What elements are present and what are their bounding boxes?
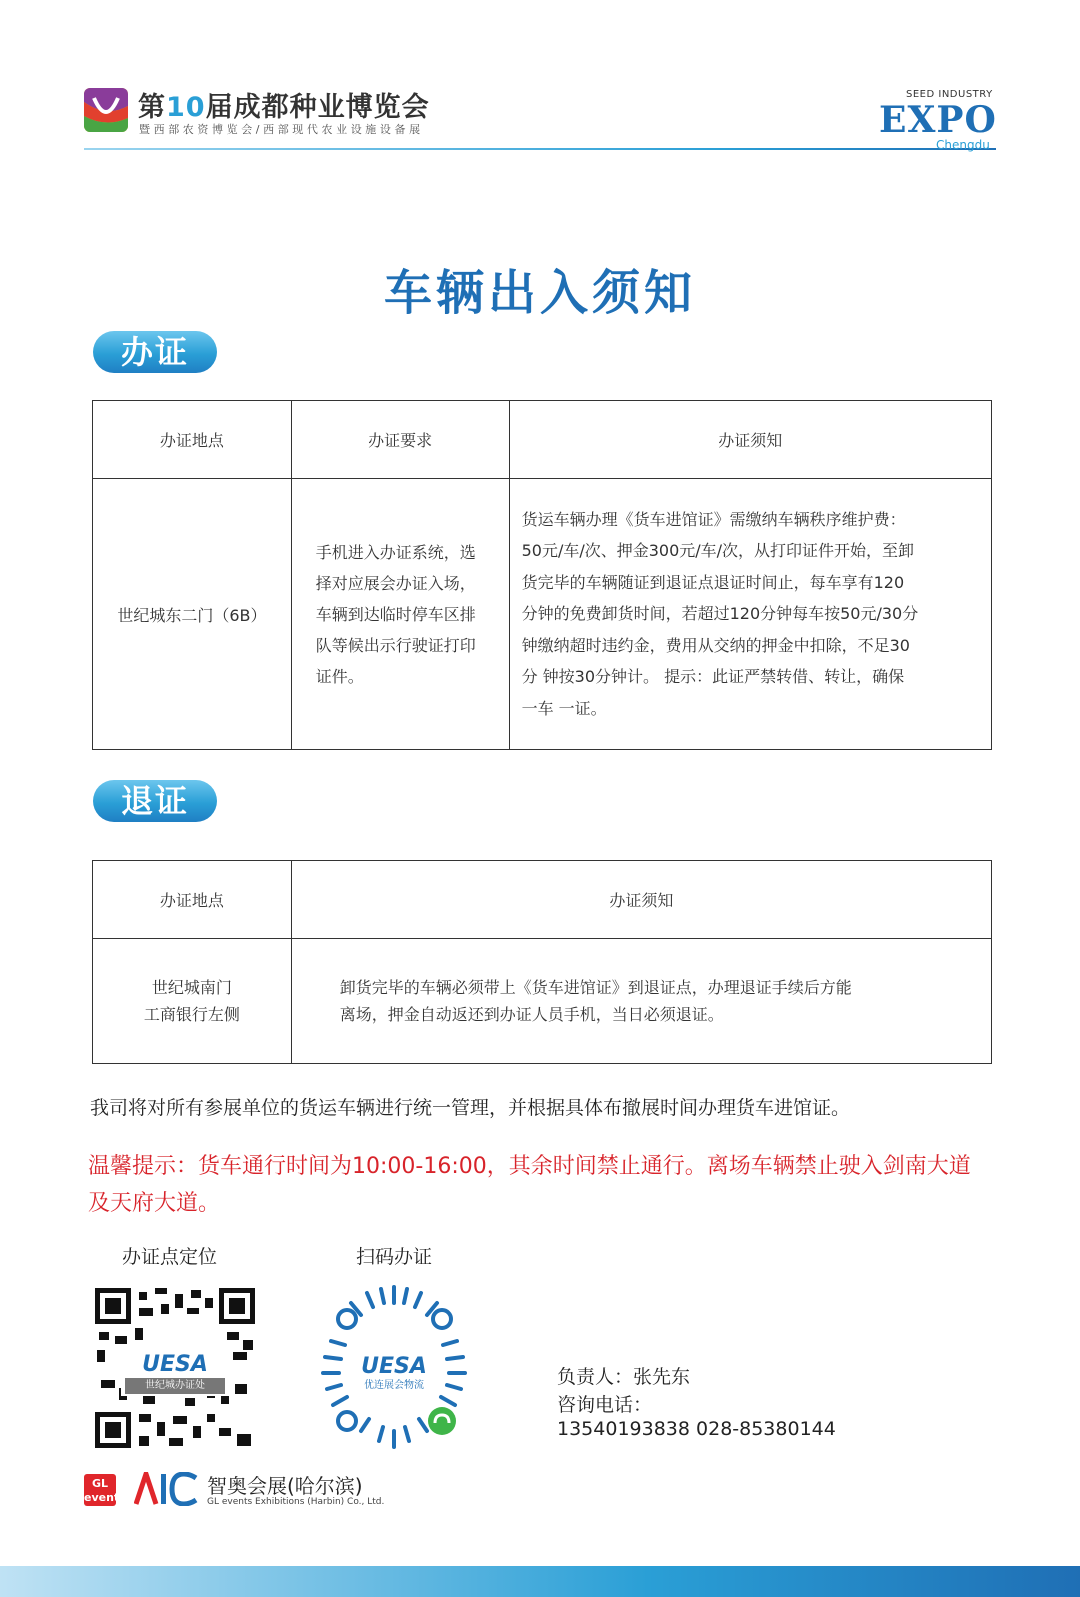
- gl-events-mark: GL events: [84, 1477, 126, 1504]
- notice-line: 钟缴纳超时违约金，费用从交纳的押金中扣除，不足30: [521, 635, 910, 655]
- return-table: [92, 860, 992, 1064]
- warm-tip: 温馨提示：货车通行时间为10:00-16:00，其余时间禁止通行。离场车辆禁止驶入剑南大道及天府大道。: [88, 1154, 971, 1216]
- table-header-row: [93, 401, 992, 479]
- table-row: [93, 479, 992, 750]
- company-name-en: GL events Exhibitions (Harbin) Co., Ltd.: [207, 1497, 385, 1507]
- notice-line: 离场，押金自动返还到办证人员手机，当日必须退证。: [339, 1005, 724, 1024]
- cell-location: [93, 939, 292, 1064]
- requirement-line: 证件。: [315, 666, 364, 686]
- notice-line: 货运车辆办理《货车进馆证》需缴纳车辆秩序维护费：: [521, 509, 906, 529]
- expo-edition: 10: [166, 92, 206, 123]
- requirement-line: 车辆到达临时停车区排: [315, 604, 476, 624]
- location-line: 工商银行左侧: [143, 1005, 240, 1024]
- notice-line: 一车 一证。: [521, 698, 607, 718]
- expo-brand-city: Chengdu: [936, 138, 990, 152]
- apply-mini-program-code[interactable]: [307, 1281, 482, 1456]
- cell-notice: [509, 479, 991, 750]
- header-notice: 办证须知: [291, 861, 991, 939]
- header-requirement: 办证要求: [291, 401, 509, 479]
- expo-subtitle: 暨西部农资博览会/西部现代农业设施设备展: [139, 123, 424, 136]
- location-qr-code[interactable]: [95, 1288, 255, 1448]
- svg-text:UESA: UESA: [361, 1354, 427, 1379]
- qr-label-apply: 扫码办证: [356, 1246, 433, 1268]
- section-badge-apply: 办证: [93, 331, 217, 373]
- header-notice: 办证须知: [509, 401, 991, 479]
- qr-caption: 优连展会物流: [364, 1380, 424, 1391]
- requirement-line: 队等候出示行驶证打印: [315, 635, 476, 655]
- cell-requirement: [291, 479, 509, 750]
- header-location: 办证地点: [93, 401, 292, 479]
- location-line: 世纪城南门: [151, 978, 232, 997]
- qr-label-location: 办证点定位: [122, 1246, 218, 1268]
- company-name: 智奥会展(哈尔滨): [207, 1474, 363, 1498]
- svg-text:UESA: UESA: [142, 1352, 208, 1377]
- header-divider: [84, 148, 996, 150]
- aic-logo-icon: [134, 1472, 198, 1510]
- expo-title-suffix: 届成都种业博览会: [205, 92, 430, 123]
- table-header-row: [93, 861, 992, 939]
- gl-events-logo: [84, 1474, 126, 1506]
- cell-location: 世纪城东二门（6B）: [93, 479, 292, 750]
- footer-bar: [0, 1566, 1080, 1597]
- contact-phones: 13540193838 028-85380144: [557, 1418, 836, 1440]
- notice-line: 货完毕的车辆随证到退证点退证时间止，每车享有120: [521, 572, 905, 592]
- qr-caption: 世纪城办证处: [145, 1380, 205, 1391]
- apply-table: [92, 400, 992, 750]
- page-title: 车辆出入须知: [383, 265, 696, 321]
- notice-line: 分钟的免费卸货时间，若超过120分钟每车按50元/30分: [521, 604, 919, 624]
- contact-person: 负责人：张先东: [557, 1366, 691, 1388]
- table-row: [93, 939, 992, 1064]
- notice-line: 卸货完毕的车辆必须带上《货车进馆证》到退证点，办理退证手续后方能: [339, 978, 852, 997]
- notice-line: 50元/车/次、押金300元/车/次，从打印证件开始，至卸: [521, 541, 915, 561]
- requirement-line: 择对应展会办证入场，: [315, 573, 476, 593]
- management-note: 我司将对所有参展单位的货运车辆进行统一管理，并根据具体布撤展时间办理货车进馆证。: [90, 1097, 851, 1119]
- expo-title-prefix: 第: [138, 92, 166, 123]
- cell-notice: [291, 939, 991, 1064]
- expo-brand-main: EXPO: [879, 99, 997, 141]
- expo-title: [138, 85, 430, 124]
- requirement-line: 手机进入办证系统，选: [315, 542, 476, 562]
- contact-phone-label: 咨询电话：: [557, 1394, 653, 1416]
- section-badge-return: 退证: [93, 780, 217, 822]
- expo-logo-icon: [84, 88, 128, 132]
- expo-brand-top: SEED INDUSTRY: [906, 89, 993, 100]
- header-location: 办证地点: [93, 861, 292, 939]
- notice-line: 分 钟按30分钟计。 提示：此证严禁转借、转让，确保: [521, 667, 905, 687]
